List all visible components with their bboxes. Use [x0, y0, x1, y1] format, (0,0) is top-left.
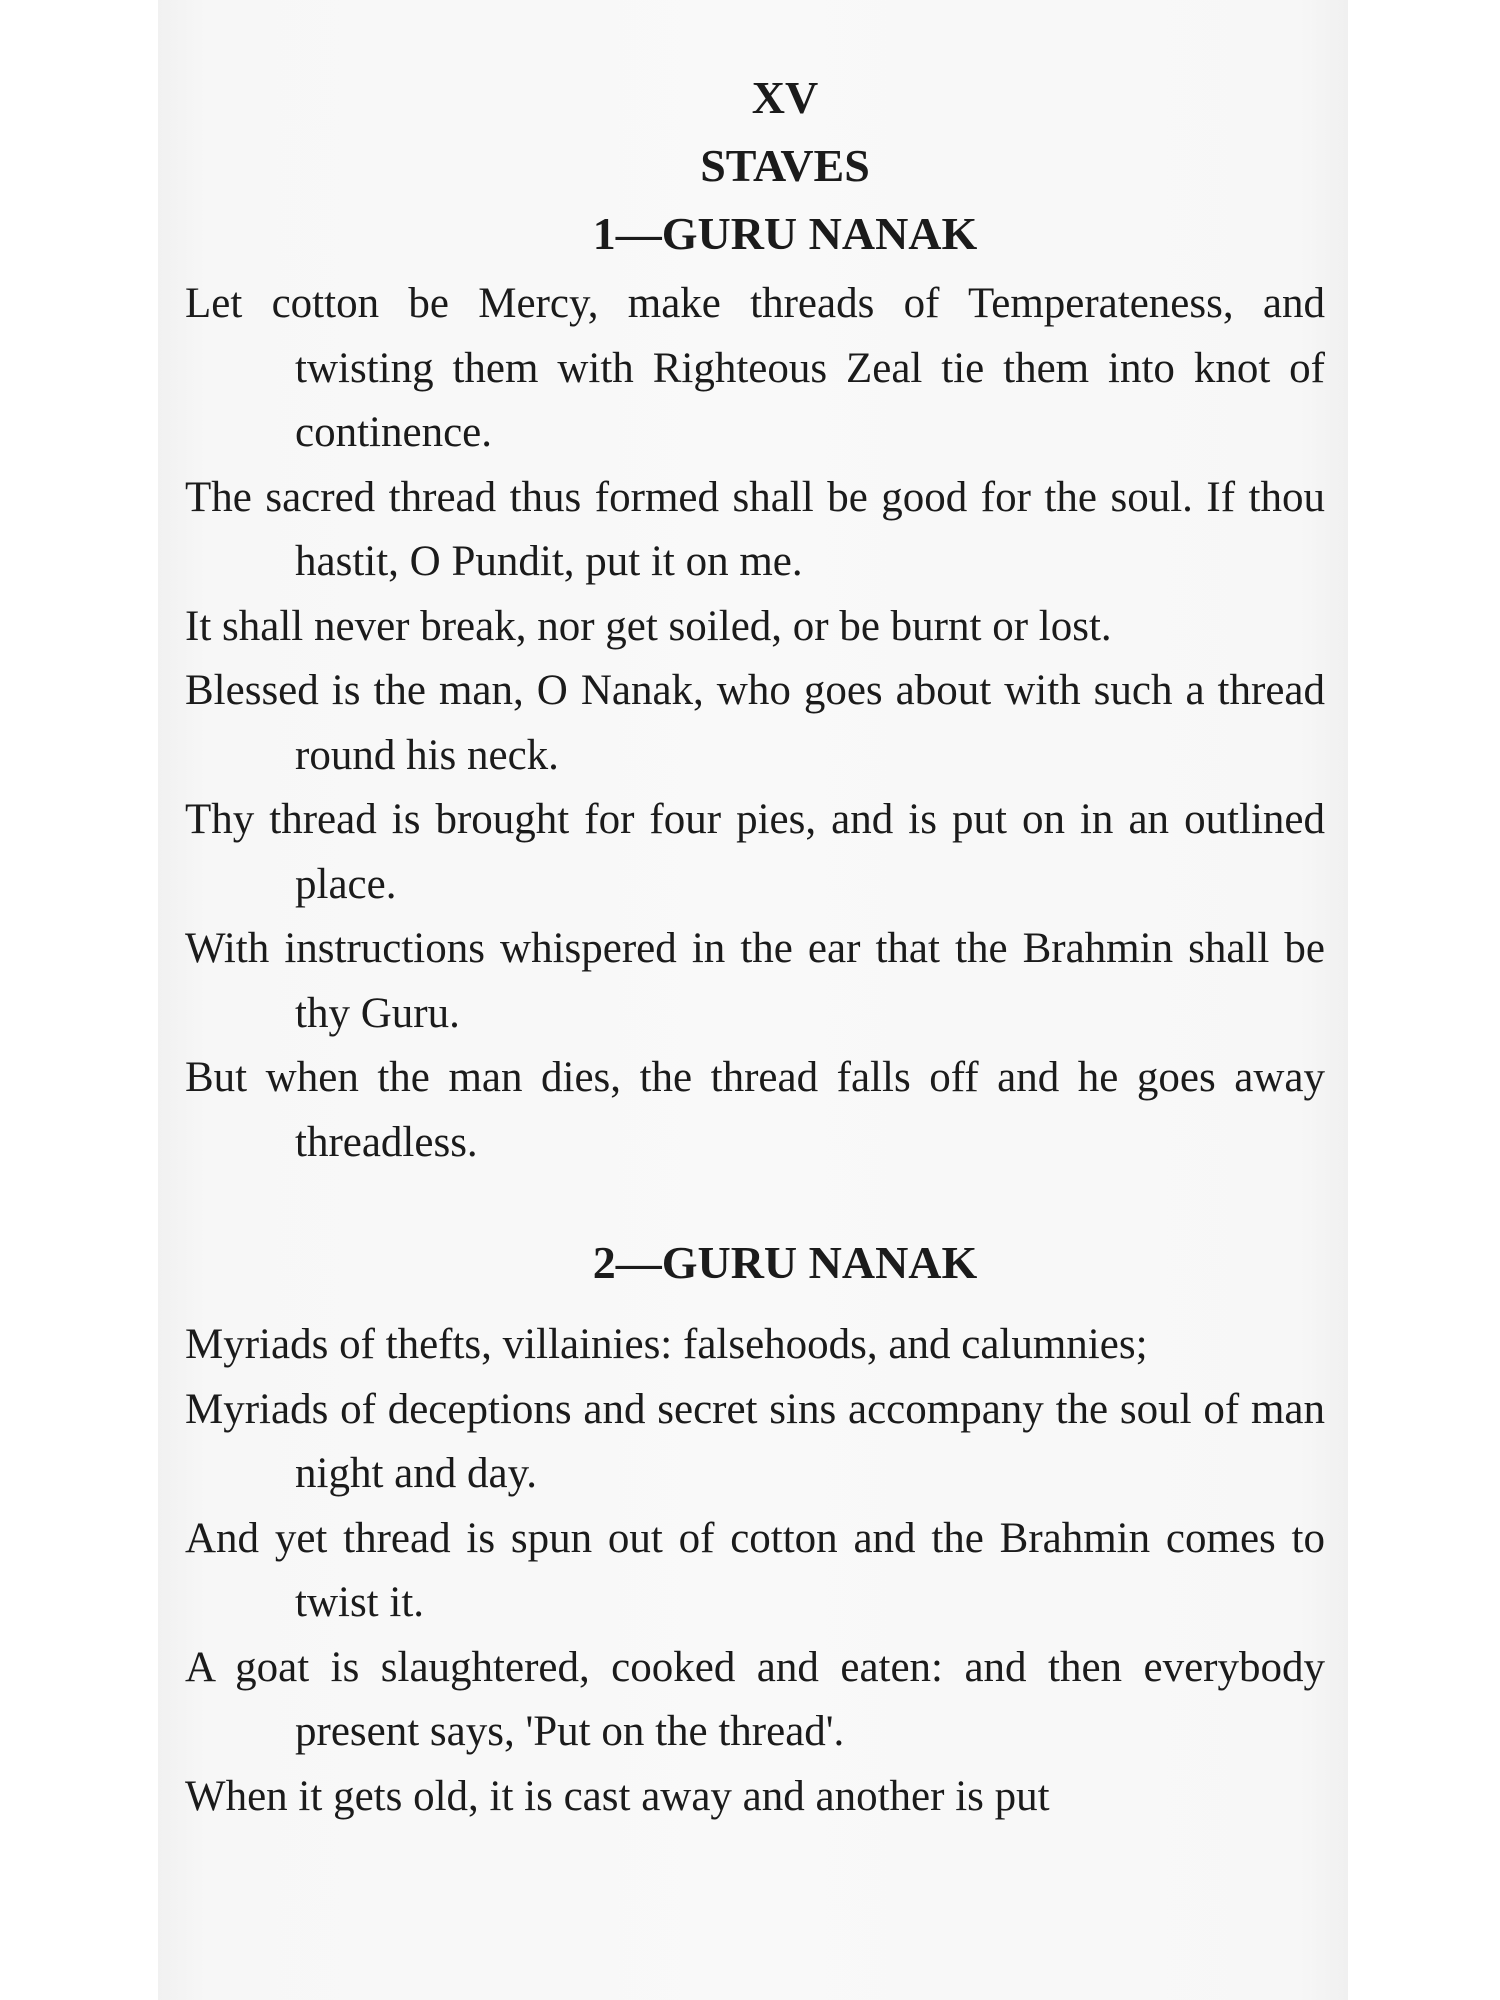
stanza: Let cotton be Mercy, make threads of Temperateness, and twisting them with Righteous Zeal tie them into knot of continence. [185, 280, 1325, 456]
stanza: When it gets old, it is cast away and another is put [185, 1772, 1050, 1820]
chapter-number: XV [751, 72, 819, 123]
stanza: Thy thread is brought for four pies, and is put on in an outlined place. [185, 796, 1325, 908]
stanza: The sacred thread thus formed shall be good for the soul. If thou hastit, O Pundit, put it on me. [185, 473, 1325, 585]
chapter-title: STAVES [700, 140, 870, 191]
stanza: It shall never break, nor get soiled, or be burnt or lost. [185, 602, 1112, 650]
stanza: Blessed is the man, O Nanak, who goes about with such a thread round his neck. [185, 667, 1325, 779]
stanza: But when the man dies, the thread falls off and he goes away threadless. [185, 1054, 1325, 1166]
stanza: A goat is slaughtered, cooked and eaten: and then everybody present says, 'Put on the thread'. [185, 1643, 1325, 1755]
stanza: And yet thread is spun out of cotton and the Brahmin comes to twist it. [185, 1514, 1325, 1626]
stanza: With instructions whispered in the ear that the Brahmin shall be thy Guru. [185, 925, 1325, 1037]
section-heading: 2—GURU NANAK [592, 1237, 978, 1288]
page-content [185, 70, 1325, 1829]
stanza: Myriads of deceptions and secret sins accompany the soul of man night and day. [185, 1385, 1325, 1497]
section-heading: 1—GURU NANAK [592, 208, 978, 259]
stanza: Myriads of thefts, villainies: falsehoods, and calumnies; [185, 1321, 1148, 1368]
